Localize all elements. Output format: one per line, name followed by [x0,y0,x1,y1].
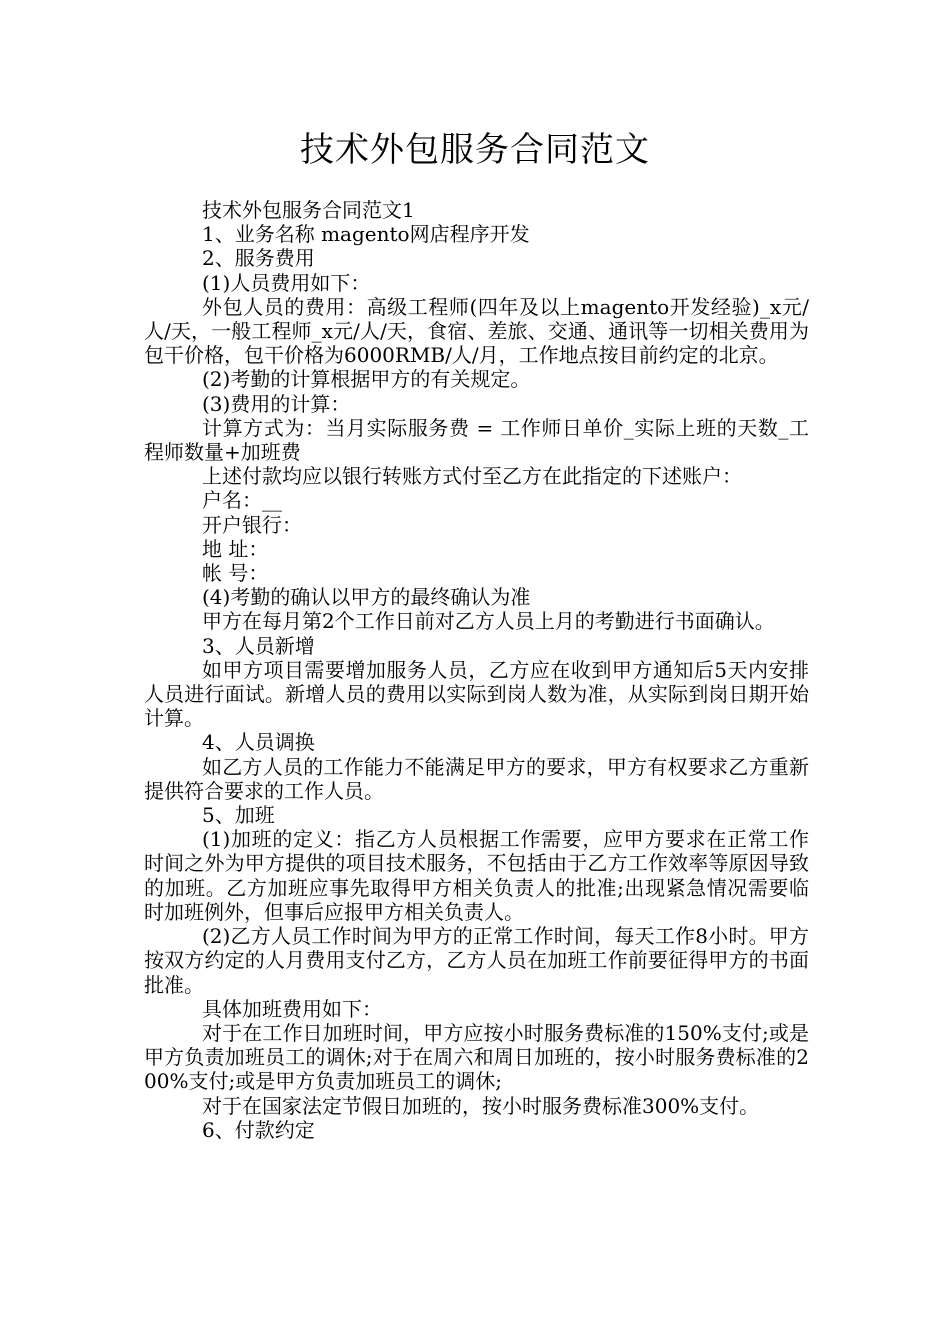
paragraph: 甲方在每月第2个工作日前对乙方人员上月的考勤进行书面确认。 [202,609,775,634]
paragraph: 对于在国家法定节假日加班的，按小时服务费标准300%支付。 [202,1093,760,1118]
paragraph: 2、服务费用 [202,246,315,271]
paragraph: 对于在工作日加班时间，甲方应按小时服务费标准的150%支付;或是甲方负责加班员工的调休;对于在周六和周日加班的，按小时服务费标准的200%支付;或是甲方负责加班员工的调休; [144,1020,809,1094]
paragraph: 技术外包服务合同范文1 [202,198,415,222]
paragraph: 具体加班费用如下： [202,996,382,1021]
paragraph: 3、人员新增 [202,633,315,658]
paragraph: 4、人员调换 [202,730,315,755]
paragraph: 1、业务名称 magento网店程序开发 [202,222,530,247]
paragraph: 户名：__ [202,488,282,513]
paragraph: 帐 号： [202,561,269,586]
paragraph: (2)考勤的计算根据甲方的有关规定。 [202,367,531,392]
paragraph: (1)加班的定义：指乙方人员根据工作需要，应甲方要求在正常工作时间之外为甲方提供的项目技术服务，不包括由于乙方工作效率等原因导致的加班。乙方加班应事先取得甲方相关负责人的批准;出现紧急情况需要临时加班例外，但事后应报甲方相关负责人。 [144,827,809,924]
paragraph: 如甲方项目需要增加服务人员，乙方应在收到甲方通知后5天内安排人员进行面试。新增人员的费用以实际到岗人数为准，从实际到岗日期开始计算。 [144,657,809,731]
paragraph: 如乙方人员的工作能力不能满足甲方的要求，甲方有权要求乙方重新提供符合要求的工作人员。 [144,754,809,803]
paragraph: (3)费用的计算： [202,391,351,416]
paragraph: 地 址： [202,536,269,561]
document-body [144,198,809,1142]
paragraph: 6、付款约定 [202,1117,315,1142]
paragraph: 5、加班 [202,803,275,828]
paragraph: 开户银行： [202,512,302,537]
paragraph: (1)人员费用如下： [202,270,371,295]
document-title: 技术外包服务合同范文 [300,130,650,170]
paragraph: 上述付款均应以银行转账方式付至乙方在此指定的下述账户： [202,464,742,489]
paragraph: (2)乙方人员工作时间为甲方的正常工作时间，每天工作8小时。甲方按双方约定的人月费用支付乙方，乙方人员在加班工作前要征得甲方的书面批准。 [144,924,809,997]
paragraph: 外包人员的费用：高级工程师(四年及以上magento开发经验)_x元/人/天，一般工程师_x元/人/天，食宿、差旅、交通、通讯等一切相关费用为包干价格，包干价格为6000RMB/人/月，工作地点按目前约定的北京。 [144,294,809,368]
paragraph: (4)考勤的确认以甲方的最终确认为准 [202,585,531,610]
paragraph: 计算方式为：当月实际服务费 = 工作师日单价_实际上班的天数_工程师数量+加班费 [144,415,809,465]
